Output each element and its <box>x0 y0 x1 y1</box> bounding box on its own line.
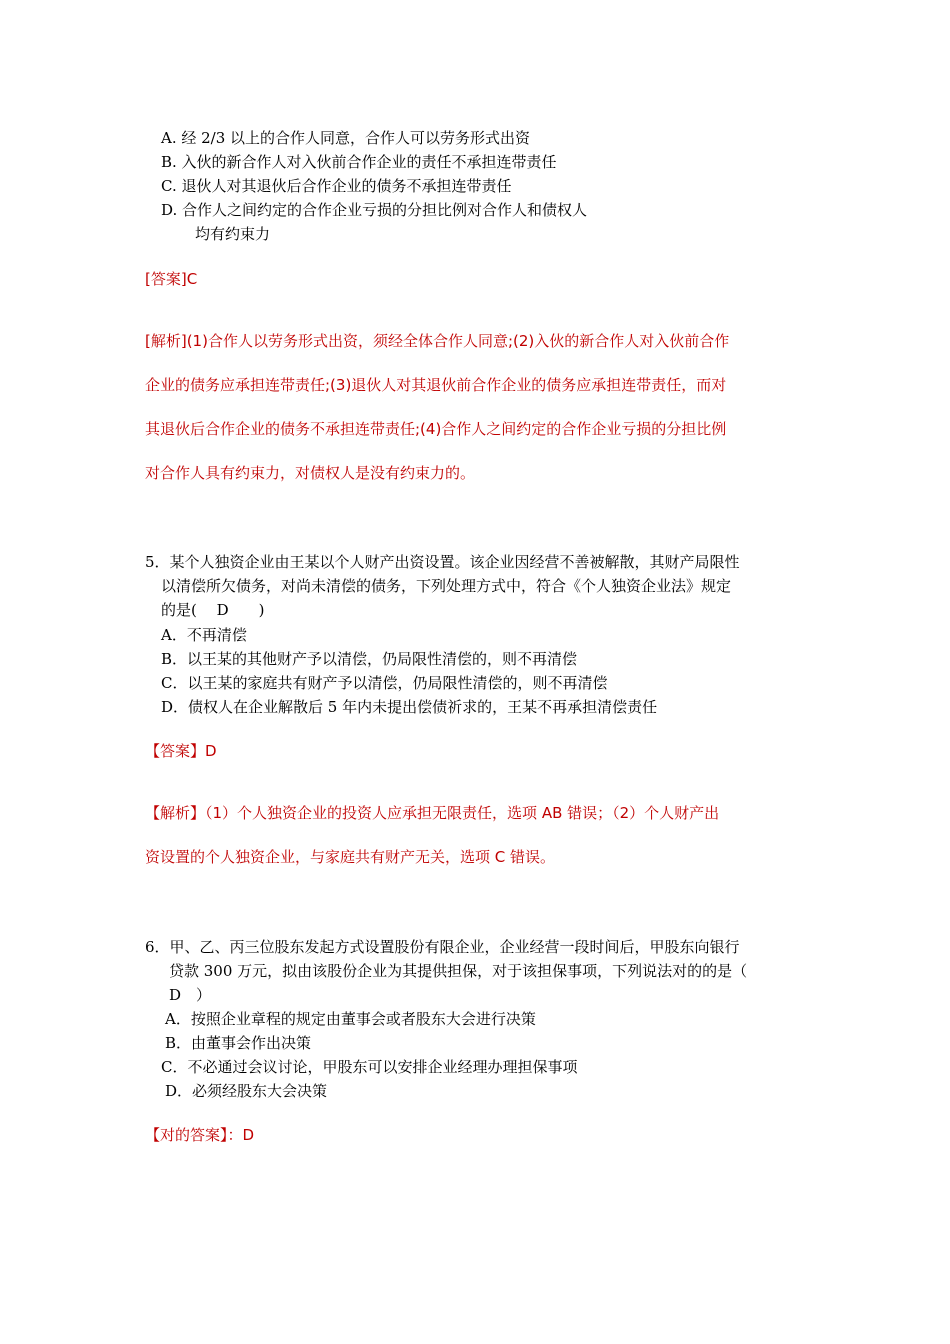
q5-option-b: B．以王某的其他财产予以清偿，仍局限性清偿的，则不再清偿 <box>161 650 578 668</box>
q5-option-a: A．不再清偿 <box>161 626 247 644</box>
q4-answer: [答案]C <box>145 270 198 288</box>
q6-stem-line-2: 贷款 300 万元，拟由该股份企业为其提供担保，对于该担保事项，下列说法对的的是（ <box>169 962 748 980</box>
q4-analysis-line-2: 企业的债务应承担连带责任;(3)退伙人对其退伙前合作企业的债务应承担连带责任，而对 <box>145 376 727 394</box>
q5-analysis-line-1: 【解析】（1）个人独资企业的投资人应承担无限责任，选项 AB 错误；（2）个人财产出 <box>145 804 720 822</box>
q5-analysis-line-2: 资设置的个人独资企业，与家庭共有财产无关，选项 C 错误。 <box>145 848 556 866</box>
q6-stem-line-1: 6．甲、乙、丙三位股东发起方式设置股份有限企业，企业经营一段时间后，甲股东向银行 <box>145 938 740 956</box>
q5-answer: 【答案】D <box>145 742 217 760</box>
q4-option-d-continued: 均有约束力 <box>195 225 271 243</box>
q5-option-c: C．以王某的家庭共有财产予以清偿，仍局限性清偿的，则不再清偿 <box>161 674 608 692</box>
q5-stem-line-1: 5．某个人独资企业由王某以个人财产出资设置。该企业因经营不善被解散，其财产局限性 <box>145 553 740 571</box>
q6-option-a: A．按照企业章程的规定由董事会或者股东大会进行决策 <box>165 1010 536 1028</box>
q6-stem-line-3: D ） <box>169 986 212 1004</box>
q4-option-a: A. 经 2/3 以上的合作人同意，合作人可以劳务形式出资 <box>161 129 531 147</box>
q5-option-d: D．债权人在企业解散后 5 年内未提出偿债祈求的，王某不再承担清偿责任 <box>161 698 658 716</box>
q4-analysis-line-1: [解析](1)合作人以劳务形式出资，须经全体合作人同意;(2)入伙的新合作人对入伙前合作 <box>145 332 730 350</box>
q4-option-b: B. 入伙的新合作人对入伙前合作企业的责任不承担连带责任 <box>161 153 557 171</box>
q6-option-b: B．由董事会作出决策 <box>165 1034 312 1052</box>
q5-stem-line-3: 的是( D ) <box>161 601 265 619</box>
q6-option-c: C．不必通过会议讨论，甲股东可以安排企业经理办理担保事项 <box>161 1058 578 1076</box>
q4-analysis-line-4: 对合作人具有约束力，对债权人是没有约束力的。 <box>145 464 476 482</box>
q4-option-c: C. 退伙人对其退伙后合作企业的债务不承担连带责任 <box>161 177 512 195</box>
q4-analysis-line-3: 其退伙后合作企业的债务不承担连带责任;(4)合作人之间约定的合作企业亏损的分担比例 <box>145 420 727 438</box>
q6-answer: 【对的答案】：D <box>145 1126 255 1144</box>
q6-option-d: D．必须经股东大会决策 <box>165 1082 328 1100</box>
q5-stem-line-2: 以清偿所欠债务，对尚未清偿的债务，下列处理方式中，符合《个人独资企业法》规定 <box>161 577 732 595</box>
q4-option-d: D. 合作人之间约定的合作企业亏损的分担比例对合作人和债权人 <box>161 201 588 219</box>
